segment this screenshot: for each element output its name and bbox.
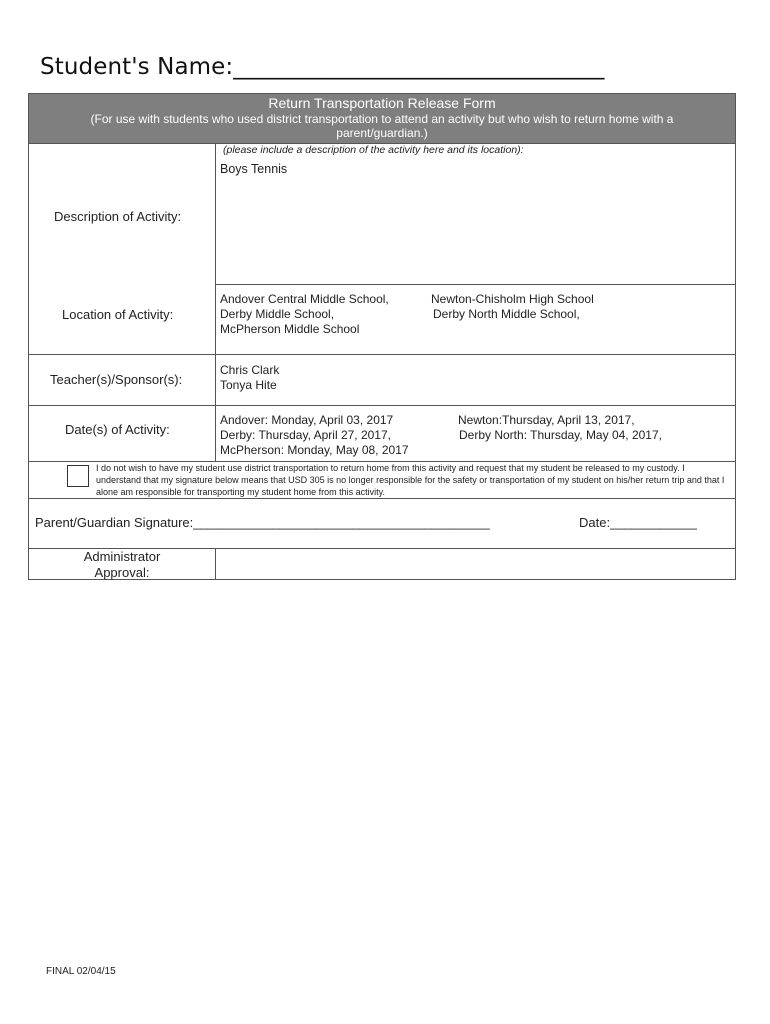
release-consent-checkbox[interactable] [67, 465, 89, 487]
location-line: Andover Central Middle School, [220, 292, 389, 306]
release-notice-text: I do not wish to have my student use district transportation to return home from this activity and request that my student be released to my custody. I understand that my signature below means that USD 305 is no longer responsible for the safety or transportation of my student on his/her return trip and that I alone am responsible for transporting my student home from this activity. [96, 463, 725, 497]
form-header [29, 94, 735, 143]
column-divider [215, 143, 216, 461]
parent-signature-field[interactable]: Parent/Guardian Signature:_________________________________________ [35, 515, 490, 530]
date-line: McPherson: Monday, May 08, 2017 [220, 443, 409, 457]
date-line: Newton:Thursday, April 13, 2017, [458, 413, 635, 427]
divider [29, 498, 735, 499]
teacher-label: Teacher(s)/Sponsor(s): [50, 372, 183, 387]
date-line: Andover: Monday, April 03, 2017 [220, 413, 394, 427]
location-line: Newton-Chisholm High School [431, 292, 594, 306]
teacher-name: Chris Clark [220, 363, 280, 377]
footer-version: FINAL 02/04/15 [46, 966, 116, 977]
divider [215, 284, 735, 285]
admin-approval-label: Approval: [94, 565, 150, 580]
form-subtitle: (For use with students who used district transportation to attend an activity but who wish to return home with a parent/guardian.) [90, 112, 674, 140]
divider [29, 405, 735, 406]
student-name-line: Student's Name:________________________________ [40, 54, 605, 80]
description-label: Description of Activity: [54, 209, 182, 224]
location-line: Derby Middle School, [220, 307, 335, 321]
admin-approval-label: Administrator [83, 549, 161, 564]
divider [29, 354, 735, 355]
location-line: McPherson Middle School [220, 322, 360, 336]
form-title: Return Transportation Release Form [268, 95, 496, 111]
description-value[interactable]: Boys Tennis [220, 162, 288, 176]
dates-label: Date(s) of Activity: [65, 422, 170, 437]
date-line: Derby North: Thursday, May 04, 2017, [459, 428, 662, 442]
teacher-name: Tonya Hite [220, 378, 277, 392]
description-hint: (please include a description of the activity here and its location): [223, 144, 524, 156]
admin-approval-field[interactable] [216, 549, 735, 580]
date-line: Derby: Thursday, April 27, 2017, [220, 428, 391, 442]
location-line: Derby North Middle School, [433, 307, 580, 321]
signature-date-field[interactable]: Date:____________ [579, 515, 697, 530]
location-label: Location of Activity: [62, 307, 174, 322]
release-form-table [28, 93, 736, 580]
